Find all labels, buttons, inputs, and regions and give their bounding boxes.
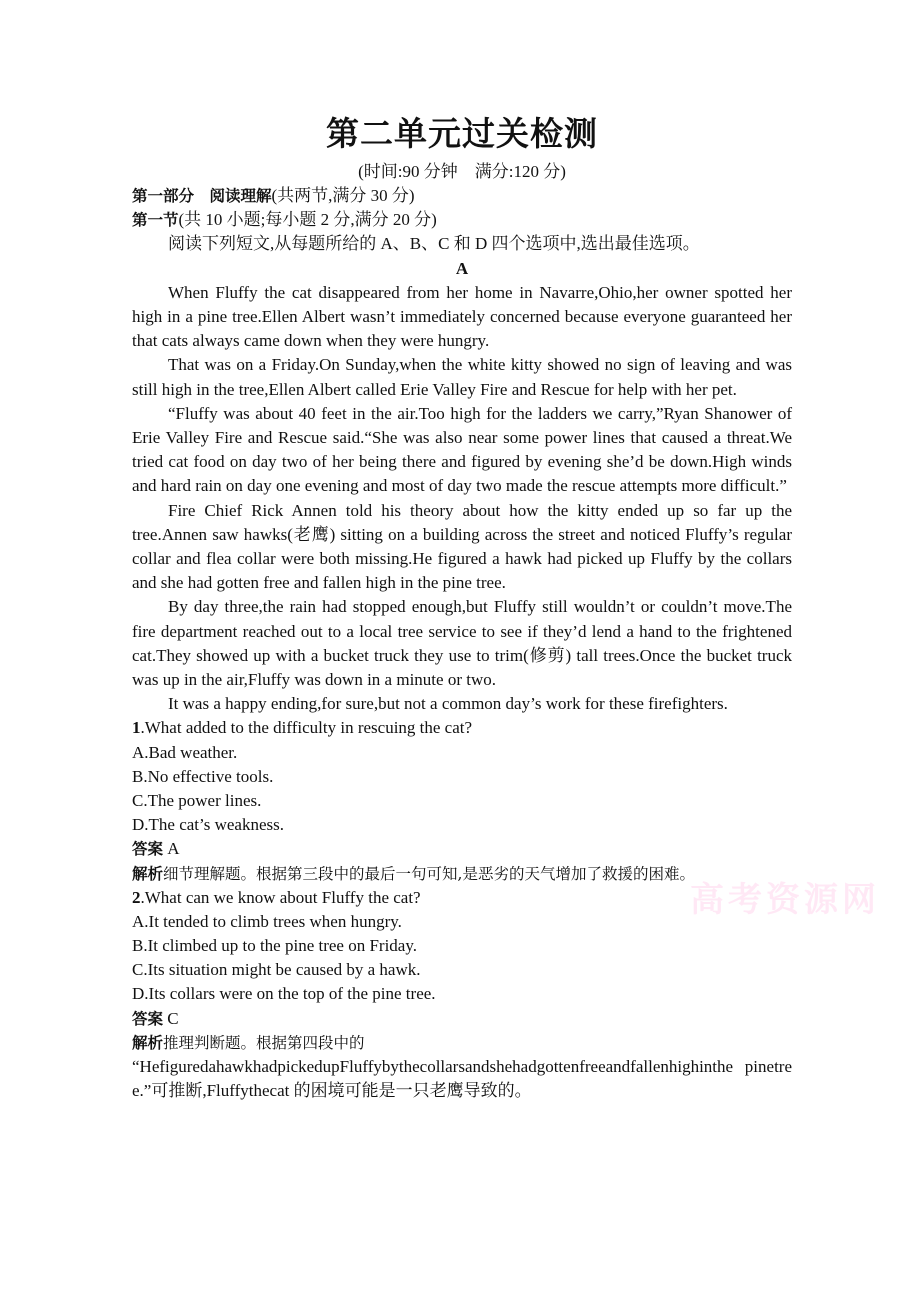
answer [132,1007,792,1031]
question-text: .What added to the difficulty in rescuing the cat? [140,718,473,738]
section-heading [132,208,792,232]
analysis [132,1031,792,1055]
section-heading-detail: (共 10 小题;每小题 2 分,满分 20 分) [178,210,437,230]
watermark: 高考资源网 [690,880,880,920]
answer-value: C [163,1008,179,1028]
section-heading-label: 第一节 [132,211,179,230]
analysis-quote: “HefiguredahawkhadpickedupFluffybythecollarsandshehadgottenfreeandfallenhighinthe pinetree.”可推断,Fluffythecat 的困境可能是一只老鹰导致的。 [132,1057,792,1101]
option-c: C.Its situation might be caused by a hawk. [132,960,421,980]
option-d: D.The cat’s weakness. [132,815,285,835]
paragraph-3: “Fluffy was about 40 feet in the air.Too high for the ladders we carry,”Ryan Shanower of Erie Valley Fire and Rescue said.“She was also near some power lines that caused a threat.We tried cat food on day two of her being there and figured by evening she’d be down.High winds and hard rain on day one evening and most of day two made the rescue attempts more difficult.” [132,403,792,496]
paragraph-1: When Fluffy the cat disappeared from her home in Navarre,Ohio,her owner spotted her high in a pine tree.Ellen Albert wasn’t immediately concerned because everyone guaranteed her that cats always came down when they were hungry. [132,282,792,351]
analysis-text: 细节理解题。根据第三段中的最后一句可知,是恶劣的天气增加了救援的困难。 [163,864,695,883]
passage-letter: A [455,258,469,278]
paragraph-6: It was a happy ending,for sure,but not a common day’s work for these firefighters. [168,694,728,714]
option-b: B.It climbed up to the pine tree on Friday. [132,936,417,956]
document-body [132,184,792,1103]
question-stem [132,716,792,740]
paragraph-2: That was on a Friday.On Sunday,when the white kitty showed no sign of leaving and was still high in the tree,Ellen Albert called Erie Valley Fire and Rescue for help with her pet. [132,355,792,399]
answer [132,837,792,861]
question-number: 1 [132,718,141,738]
question-1 [132,716,792,885]
part-heading-detail: (共两节,满分 30 分) [271,186,415,205]
option-b: B.No effective tools. [132,766,274,786]
option-a: A.It tended to climb trees when hungry. [132,911,402,931]
answer-label: 答案 [132,1009,164,1028]
part-heading-label: 第一部分 阅读理解 [132,187,272,205]
analysis-label: 解析 [132,864,164,883]
page-title: 第二单元过关检测 [326,114,598,153]
option-a: A.Bad weather. [132,742,238,762]
answer-label: 答案 [132,840,164,859]
exam-info: (时间:90 分钟 满分:120 分) [358,162,566,181]
analysis-label: 解析 [132,1033,164,1052]
instructions: 阅读下列短文,从每题所给的 A、B、C 和 D 四个选项中,选出最佳选项。 [168,234,700,254]
option-c: C.The power lines. [132,790,262,810]
option-d: D.Its collars were on the top of the pine tree. [132,984,436,1004]
answer-value: A [163,839,180,859]
question-text: .What can we know about Fluffy the cat? [140,887,421,907]
analysis-text: 推理判断题。根据第四段中的 [163,1033,365,1052]
part-heading [132,184,792,208]
paragraph-5: By day three,the rain had stopped enough,but Fluffy still wouldn’t or couldn’t move.The fire department reached out to a local tree service to see if they’d lend a hand to the frightened cat.They showed up with a bucket truck they use to trim(修剪) tall trees.Once the bucket truck was up in the air,Fluffy was down in a minute or two. [132,597,792,689]
paragraph-4: Fire Chief Rick Annen told his theory about how the kitty ended up so far up the tree.Annen saw hawks(老鹰) sitting on a building across the street and noticed Fluffy’s regular collar and flea collar were both missing.He figured a hawk had picked up Fluffy by the collars and she had gotten free and fallen high in the pine tree. [132,500,792,593]
question-number: 2 [132,887,141,907]
